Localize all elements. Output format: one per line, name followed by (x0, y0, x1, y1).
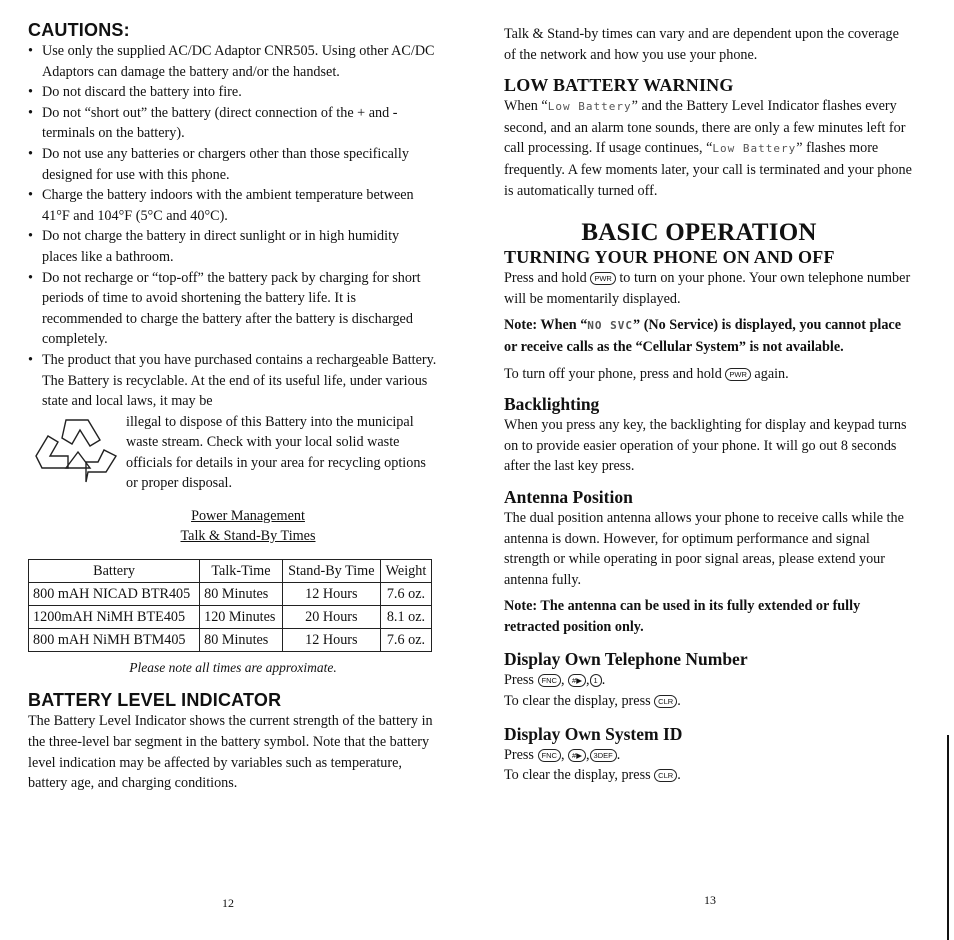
battery-level-indicator-text: The Battery Level Indicator shows the current strength of the battery in the three-level bar segment in the battery symbol. Note that the battery level indication may be affected by variables such as temperature, battery age, and charging conditions. (28, 713, 433, 792)
backlighting-text: When you press any key, the backlighting for display and keypad turns on to provide easier operation of your phone. It will go out 8 seconds after the last key press. (504, 417, 907, 475)
own-id-press: Press FNC , #▶ , 3DEF . (504, 746, 621, 763)
table-cell: 8.1 oz. (380, 605, 431, 628)
battery-table (28, 559, 432, 652)
caution-item: • Do not discard the battery into fire. (28, 82, 438, 103)
caution-item: • Do not use any batteries or chargers other than those specifically designed for use with this phone. (28, 144, 438, 185)
table-header-cell: Stand-By Time (282, 559, 380, 582)
table-cell: 12 Hours (282, 628, 380, 651)
page-number-right: 13 (704, 893, 716, 907)
table-header-cell: Weight (380, 559, 431, 582)
fnc-key-icon-2: FNC (538, 749, 561, 762)
hash-key-icon-2: #▶ (568, 749, 586, 762)
own-id-clear: To clear the display, press CLR . (504, 767, 681, 784)
table-cell: 1200mAH NiMH BTE405 (29, 605, 200, 628)
table-cell: 80 Minutes (200, 628, 283, 651)
recycle-section (28, 350, 438, 496)
table-row (29, 582, 432, 605)
backlighting-heading: Backlighting (504, 394, 600, 415)
caution-item: • Do not “short out” the battery (direct connection of the + and - terminals on the battery). (28, 103, 438, 144)
caution-item: • Do not recharge or “top-off” the battery pack by charging for short periods of time to avoid shortening the battery life. It is recommended to charge the battery after the battery is discharged completely. (28, 268, 438, 350)
table-header-cell: Battery (29, 559, 200, 582)
table-cell: 80 Minutes (200, 582, 283, 605)
cautions-list (28, 41, 438, 350)
right-page (504, 0, 914, 786)
caution-item: • Use only the supplied AC/DC Adaptor CNR505. Using other AC/DC Adaptors can damage the battery and/or the handset. (28, 41, 438, 82)
table-body (29, 582, 432, 651)
table-cell: 12 Hours (282, 582, 380, 605)
page-number-left: 12 (222, 896, 234, 910)
one-key-icon: 1 (590, 674, 602, 687)
antenna-heading: Antenna Position (504, 486, 633, 507)
turn-on-text: Press and hold PWR to turn on your phone. Your own telephone number will be momentarily displayed. (504, 270, 911, 307)
table-header-cell: Talk-Time (200, 559, 283, 582)
note-no-service: Note: When “NO SVC” (No Service) is displayed, you cannot place or receive calls as the “Cellular System” is not available. (504, 317, 902, 355)
table-cell: 7.6 oz. (380, 628, 431, 651)
table-note: Please note all times are approximate. (129, 659, 337, 675)
table-cell: 800 mAH NICAD BTR405 (29, 582, 200, 605)
recycle-rest: illegal to dispose of this Battery into the municipal waste stream. Check with your local solid waste officials for details in your area for recycling options or proper disposal. (126, 413, 426, 492)
recycle-intro: • The product that you have purchased contains a rechargeable Battery. The Battery is recyclable. At the end of its useful life, under various state and local laws, it may be (28, 351, 437, 410)
intro-text: Talk & Stand-by times can vary and are dependent upon the coverage of the network and how you use your phone. (504, 26, 899, 63)
table-header-row (29, 559, 432, 582)
low-battery-heading: LOW BATTERY WARNING (504, 75, 734, 96)
lcd-low-battery: Low Battery (547, 100, 632, 114)
lcd-low-battery-2: Low Battery (712, 142, 797, 156)
table-row (29, 628, 432, 651)
turn-off-text: To turn off your phone, press and hold PWR again. (504, 365, 789, 382)
caution-item: • Do not charge the battery in direct sunlight or in high humidity places like a bathroom. (28, 226, 438, 267)
page-edge-line (947, 735, 949, 940)
table-cell: 120 Minutes (200, 605, 283, 628)
left-page (28, 0, 438, 794)
clr-key-icon: CLR (654, 695, 677, 708)
three-key-icon: 3DEF (590, 749, 617, 762)
hash-key-icon: #▶ (568, 674, 586, 687)
table-cell: 800 mAH NiMH BTM405 (29, 628, 200, 651)
basic-operation-heading: BASIC OPERATION (581, 219, 817, 247)
table-title-1: Power Management (191, 507, 305, 524)
battery-level-indicator-heading: BATTERY LEVEL INDICATOR (28, 690, 282, 711)
caution-item: • Charge the battery indoors with the ambient temperature between 41°F and 104°F (5°C and 40°C). (28, 185, 438, 226)
turning-heading: TURNING YOUR PHONE ON AND OFF (504, 247, 835, 268)
own-number-heading: Display Own Telephone Number (504, 649, 748, 670)
table-titles (58, 506, 438, 547)
fnc-key-icon: FNC (538, 674, 561, 687)
table-title-2: Talk & Stand-By Times (180, 528, 316, 545)
table-cell: 20 Hours (282, 605, 380, 628)
recycle-icon (28, 412, 124, 496)
antenna-text: The dual position antenna allows your phone to receive calls while the antenna is down. However, for optimum performance and signal strength or while operating in poor signal areas, please extend your antenna fully. (504, 509, 904, 588)
own-number-clear: To clear the display, press CLR . (504, 693, 681, 710)
own-number-press: Press FNC , #▶ , 1 . (504, 672, 606, 689)
table-cell: 7.6 oz. (380, 582, 431, 605)
table-row (29, 605, 432, 628)
note-antenna: Note: The antenna can be used in its fully extended or fully retracted position only. (504, 598, 861, 635)
low-battery-text: When “Low Battery” and the Battery Level Indicator flashes every second, and an alarm tone sounds, there are only a few minutes left for call processing. If usage continues, “Low Battery” flashes more frequently. A few moments later, your call is terminated and your phone is automatically turned off. (504, 98, 912, 199)
lcd-no-svc: NO SVC (587, 319, 634, 333)
pwr-key-icon: PWR (590, 272, 616, 285)
own-id-heading: Display Own System ID (504, 723, 683, 744)
pwr-key-icon-2: PWR (725, 368, 751, 381)
cautions-heading: CAUTIONS: (28, 20, 130, 40)
clr-key-icon-2: CLR (654, 769, 677, 782)
